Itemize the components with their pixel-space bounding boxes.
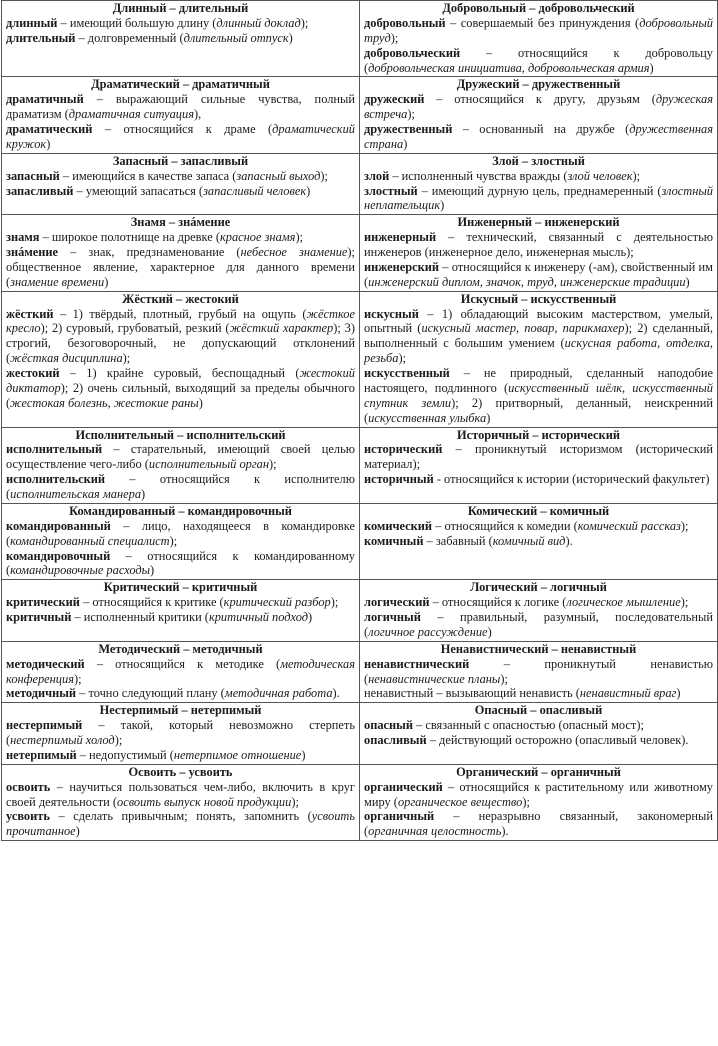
paronym-pair-cell-left	[2, 703, 360, 765]
paronym-pair-cell-left	[2, 153, 360, 215]
definition-text: – недопустимый (	[76, 747, 174, 762]
definition	[6, 472, 355, 502]
usage-example: добровольческая инициатива, добровольческая армия	[368, 60, 650, 75]
paronym-pair-title: Злой – злостный	[492, 153, 585, 168]
headword: методический	[6, 656, 85, 671]
usage-example: искусственный шёлк, искусственный спутник земли	[364, 380, 713, 410]
definition-tail: );	[632, 168, 641, 183]
headword: злостный	[364, 183, 418, 198]
definition-tail: );	[291, 794, 299, 809]
table-row	[2, 703, 718, 765]
definition-tail: )	[308, 610, 313, 624]
paronym-pair-cell-right	[360, 1, 718, 77]
definition	[6, 610, 355, 625]
usage-example: злой человек	[567, 168, 633, 183]
headword: инженерный	[364, 230, 437, 245]
definition-text: – правильный, разумный, последовательный (	[364, 610, 713, 639]
usage-example: жёсткая дисциплина	[10, 351, 123, 366]
paronym-pair-title: Знамя – знáмение	[130, 215, 231, 230]
definition-tail: ); 2) притворный, деланный, неискренний (	[364, 395, 713, 425]
definition	[364, 442, 713, 472]
usage-example: логическое мышление	[566, 595, 681, 610]
paronym-pair-title: Жёсткий – жестокий	[122, 291, 239, 306]
definition-text: – не природный, сделанный наподобие настоящего, подлинного (	[364, 366, 713, 395]
table-row	[2, 641, 718, 703]
headword: логический	[364, 595, 430, 610]
headword: искусный	[364, 306, 419, 321]
headword: длинный	[6, 15, 58, 30]
definition-text: – такой, который невозможно стерпеть (	[6, 718, 355, 747]
definition-text: – умеющий запасаться (	[73, 183, 204, 198]
usage-example: усвоить прочитанное	[6, 809, 355, 839]
headword: комический	[364, 518, 433, 533]
headword: критичный	[6, 610, 72, 624]
definition	[364, 718, 713, 733]
paronym-pair-title: Ненавистнический – ненавистный	[440, 641, 637, 656]
definition	[6, 519, 355, 549]
definition	[6, 718, 355, 748]
definition-text: – относящийся к растительному или животному миру (	[364, 779, 713, 809]
usage-example: методичная работа	[224, 686, 333, 701]
definition	[364, 595, 713, 610]
paronyms-table-body	[2, 1, 718, 841]
definition-tail: );	[122, 351, 131, 366]
usage-example: методическая конференция	[6, 656, 355, 686]
headword: знамя	[6, 230, 40, 245]
usage-example: ненавистный враг	[579, 686, 677, 701]
definition-tail: ); 2) сделанный, выполненный с большим умением (	[364, 321, 713, 351]
table-row	[2, 764, 718, 840]
paronym-pair-title: Длинный – длительный	[112, 1, 249, 15]
usage-example: знамение времени	[10, 274, 105, 289]
definition-text: – связанный с опасностью (опасный мост);	[412, 718, 644, 733]
definition-tail: )	[141, 487, 146, 501]
usage-example: дружеская встреча	[364, 92, 713, 122]
paronym-pair-title: Методический – методичный	[98, 641, 263, 656]
definition	[364, 230, 713, 260]
table-row	[2, 503, 718, 579]
definition-text: – 1) обладающий высоким мастерством, умелый, опытный (	[364, 306, 713, 336]
paronym-pair-title: Драматический – драматичный	[91, 77, 270, 92]
definition	[364, 809, 713, 839]
paronym-pair-title: Нестерпимый – нетерпимый	[99, 703, 262, 718]
definition-tail: );	[169, 533, 178, 548]
definition-tail: ); 2) очень сильный, выходящий за пределы обычного (	[6, 380, 355, 410]
definition	[364, 519, 713, 534]
usage-example: длинный доклад	[216, 15, 301, 30]
table-row	[2, 215, 718, 291]
usage-example: командировочные расходы	[10, 563, 151, 578]
headword: комичный	[364, 533, 424, 548]
definition-tail: )	[685, 274, 690, 289]
headword: командировочный	[6, 548, 111, 563]
definition	[364, 657, 713, 687]
table-row	[2, 427, 718, 503]
paronyms-table	[1, 0, 718, 841]
usage-example: запасный выход	[236, 168, 321, 183]
definition	[6, 366, 355, 411]
definition-tail: );	[114, 733, 123, 747]
definition-text: - относящийся к истории (исторический факультет)	[433, 472, 710, 487]
definition-text: – научиться пользоваться чем-либо, включить в круг своей деятельности (	[6, 779, 355, 809]
definition	[6, 549, 355, 579]
definition-tail: );	[407, 107, 415, 122]
definition-tail: );	[522, 794, 530, 809]
usage-example: дружественная страна	[364, 122, 713, 151]
paronym-pair-cell-left	[2, 764, 360, 840]
definition	[364, 92, 713, 122]
table-row	[2, 77, 718, 153]
headword: дружеский	[364, 92, 425, 107]
headword: длительный	[6, 30, 76, 45]
headword: дружественный	[364, 122, 453, 136]
definition-tail: )	[649, 60, 654, 75]
paronym-pair-cell-right	[360, 215, 718, 291]
definition	[364, 184, 713, 214]
paronym-pair-cell-left	[2, 641, 360, 703]
usage-example: длительный отпуск	[183, 30, 289, 45]
definition	[6, 442, 355, 472]
paronym-pair-cell-right	[360, 503, 718, 579]
definition-text: – сделать привычным; понять, запомнить (	[49, 809, 312, 824]
usage-example: жёсткое кресло	[6, 306, 355, 336]
paronym-pair-cell-right	[360, 291, 718, 427]
definition-tail: );	[320, 168, 328, 183]
definition	[364, 260, 713, 290]
definition-text: – технический, связанный с деятельностью инженеров (инженерное дело, инженерная мысль);	[364, 230, 713, 259]
usage-example: жестокая болезнь, жестокие раны	[10, 395, 199, 410]
definition-text: – совершаемый без принуждения (	[445, 15, 640, 30]
headword: историчный	[364, 472, 434, 487]
definition-tail: ); 2) суровый, грубоватый, резкий (	[40, 321, 230, 336]
paronym-pair-cell-left	[2, 503, 360, 579]
definition	[364, 366, 713, 426]
definition-tail: )	[75, 824, 80, 839]
paronym-pair-title: Дружеский – дружественный	[456, 77, 621, 92]
definition-text: – проникнутый ненавистью (	[364, 656, 713, 686]
usage-example: логичное рассуждение	[368, 624, 488, 639]
headword: искусственный	[364, 366, 450, 380]
definition-text: – исполненный критики (	[71, 610, 209, 624]
paronym-pair-title: Опасный – опасливый	[474, 703, 603, 718]
definition-text: – широкое полотнище на древке (	[39, 230, 220, 245]
paronym-pair-title: Командированный – командировочный	[69, 503, 292, 518]
paronym-pair-cell-left	[2, 580, 360, 642]
definition-text: – относящийся к командированному (	[6, 548, 355, 578]
definition	[6, 748, 355, 763]
headword: нетерпимый	[6, 747, 77, 762]
definition-text: – точно следующий плану (	[76, 686, 225, 701]
usage-example: жёсткий характер	[229, 321, 334, 336]
definition-tail: )	[150, 563, 155, 578]
definition-tail: );	[680, 595, 689, 610]
headword: командированный	[6, 518, 111, 533]
definition-text: – исполненный чувства вражды (	[389, 168, 568, 183]
usage-example: исполнительный орган	[148, 457, 270, 472]
definition-tail: ); общественное явление, характерное для данного времени (	[6, 245, 355, 289]
usage-example: нетерпимое отношение	[173, 747, 302, 762]
definition-text: – относящийся к логике (	[429, 595, 567, 610]
definition	[6, 809, 355, 839]
usage-example: органичная целостность	[368, 824, 502, 839]
definition-tail: );	[295, 230, 304, 245]
definition-text: – 1) твёрдый, плотный, грубый на ощупь (	[53, 306, 307, 321]
definition-tail: );	[330, 595, 339, 610]
table-row	[2, 1, 718, 77]
headword: инженерский	[364, 259, 440, 274]
definition	[364, 472, 713, 487]
definition	[6, 780, 355, 810]
definition-text: – имеющий дурную цель, преднамеренный (	[417, 183, 662, 198]
definition-tail: )	[403, 136, 408, 151]
usage-example: запасливый человек	[203, 183, 307, 198]
headword: запасливый	[6, 183, 74, 198]
definition-tail: );	[500, 671, 508, 686]
paronym-pair-cell-left	[2, 1, 360, 77]
paronym-pair-cell-right	[360, 77, 718, 153]
definition	[6, 184, 355, 199]
definition-text: – основанный на дружбе (	[452, 122, 630, 136]
definition-text: – выражающий сильные чувства, полный драматизм (	[6, 92, 355, 122]
definition	[364, 46, 713, 76]
usage-example: драматичная ситуация	[68, 107, 194, 122]
definition	[6, 230, 355, 245]
definition	[6, 245, 355, 290]
usage-example: исполнительская манера	[10, 487, 142, 501]
headword: критический	[6, 595, 80, 610]
definition-tail: )	[46, 136, 51, 151]
definition	[364, 307, 713, 367]
definition	[6, 686, 355, 701]
definition-tail: ).	[501, 824, 509, 839]
paronym-pair-cell-right	[360, 427, 718, 503]
definition-tail: )	[104, 274, 109, 289]
definition	[364, 610, 713, 640]
definition-text: ненавистный – вызывающий ненависть (	[364, 686, 580, 701]
headword: знáмение	[6, 245, 59, 259]
headword: нестерпимый	[6, 718, 83, 733]
paronym-pair-title: Критический – критичный	[103, 580, 258, 595]
definition	[6, 657, 355, 687]
definition-text: – относящийся к инженеру (-ам), свойственный им (	[364, 259, 713, 289]
usage-example: освоить выпуск новой продукции	[117, 794, 292, 809]
definition-text: – знак, предзнаменование (	[58, 245, 241, 259]
paronym-pair-title: Органический – органичный	[456, 764, 621, 779]
definition	[6, 169, 355, 184]
paronym-pair-title: Добровольный – добровольческий	[442, 1, 635, 15]
definition-tail: );	[269, 457, 277, 472]
definition-tail: ); 3) строгий, безоговорочный, не допускающий отклонений (	[6, 321, 355, 366]
headword: логичный	[364, 610, 421, 624]
headword: жёсткий	[6, 306, 54, 321]
headword: опасный	[364, 718, 413, 733]
definition-tail: )	[676, 686, 681, 701]
headword: добровольческий	[364, 45, 461, 60]
usage-example: жестокий диктатор	[6, 366, 355, 395]
usage-example: органическое вещество	[397, 794, 523, 809]
paronym-pair-cell-left	[2, 291, 360, 427]
usage-example: злостный неплательщик	[364, 183, 713, 213]
headword: освоить	[6, 779, 51, 794]
definition	[364, 733, 713, 748]
paronym-pair-title: Историчный – исторический	[457, 427, 620, 442]
definition	[6, 16, 355, 31]
paronym-pair-cell-right	[360, 580, 718, 642]
headword: злой	[364, 168, 390, 183]
definition-tail: );	[73, 671, 82, 686]
paronym-pair-title: Логический – логичный	[470, 580, 607, 595]
usage-example: нестерпимый холод	[10, 733, 115, 747]
definition	[6, 92, 355, 122]
definition-tail: )	[306, 183, 311, 198]
paronym-pair-cell-left	[2, 77, 360, 153]
headword: опасливый	[364, 733, 427, 747]
headword: исторический	[364, 442, 443, 457]
definition-text: – имеющий большую длину (	[57, 15, 217, 30]
definition-text: – долговременный (	[75, 30, 184, 45]
definition-text: – относящийся к драме (	[92, 122, 273, 136]
usage-example: искусственная улыбка	[368, 410, 487, 425]
headword: исполнительный	[6, 442, 103, 457]
paronym-pair-title: Исполнительный – исполнительский	[75, 427, 286, 442]
definition-text: – относящийся к критике (	[79, 595, 224, 610]
paronym-pair-title: Инженерный – инженерский	[457, 215, 620, 230]
usage-example: командированный специалист	[10, 533, 170, 548]
paronym-pair-cell-right	[360, 703, 718, 765]
definition-tail: );	[390, 30, 399, 45]
headword: драматический	[6, 122, 93, 136]
headword: жестокий	[6, 366, 60, 380]
usage-example: красное знамя	[219, 230, 296, 245]
usage-example: инженерский диплом, значок, труд, инженерские традиции	[368, 274, 686, 289]
usage-example: драматический кружок	[6, 122, 355, 151]
usage-example: добровольный труд	[364, 15, 713, 45]
definition	[364, 686, 713, 701]
definition	[6, 122, 355, 152]
definition-tail: ).	[565, 533, 573, 548]
headword: методичный	[6, 686, 77, 701]
definition-tail: ),	[193, 107, 202, 122]
paronym-pair-cell-left	[2, 427, 360, 503]
definition-tail: )	[288, 30, 293, 45]
paronym-pair-cell-right	[360, 641, 718, 703]
headword: добровольный	[364, 15, 446, 30]
usage-example: критический разбор	[223, 595, 331, 610]
headword: запасный	[6, 168, 60, 183]
paronym-pair-cell-right	[360, 764, 718, 840]
definition	[364, 169, 713, 184]
usage-example: искусный мастер, повар, парикмахер	[421, 321, 625, 336]
definition-tail: );	[398, 351, 407, 366]
headword: исполнительский	[6, 472, 106, 487]
definition	[6, 31, 355, 46]
usage-example: искусная работа, отделка, резьба	[364, 336, 713, 366]
usage-example: комичный вид	[492, 533, 566, 548]
paronym-pair-cell-right	[360, 153, 718, 215]
headword: органический	[364, 779, 443, 794]
definition	[364, 780, 713, 810]
headword: органичный	[364, 809, 435, 824]
definition-text: – забавный (	[423, 533, 493, 548]
definition	[6, 307, 355, 367]
definition-tail: )	[198, 395, 203, 410]
usage-example: критичный подход	[208, 610, 308, 624]
paronym-pair-cell-left	[2, 215, 360, 291]
definition-text: – относящийся к добровольцу (	[364, 45, 713, 75]
definition-tail: )	[301, 747, 306, 762]
paronym-pair-title: Освоить – усвоить	[128, 764, 233, 779]
paronym-pair-title: Запасный – запасливый	[112, 153, 249, 168]
definition-text: – действующий осторожно (опасливый человек).	[426, 733, 689, 747]
definition-text: – 1) крайне суровый, беспощадный (	[59, 366, 300, 380]
definition-text: – лицо, находящееся в командировке (	[6, 518, 355, 548]
paronym-pair-title: Комический – комичный	[467, 503, 610, 518]
definition-text: – старательный, имеющий своей целью осуществление чего-либо (	[6, 442, 355, 472]
usage-example: комический рассказ	[577, 518, 681, 533]
definition	[364, 534, 713, 549]
headword: ненавистнический	[364, 656, 470, 671]
definition-text: – относящийся к другу, друзьям (	[424, 92, 656, 107]
definition-tail: )	[487, 624, 492, 639]
headword: усвоить	[6, 809, 50, 824]
definition-tail: );	[680, 518, 689, 533]
definition	[6, 595, 355, 610]
paronym-pair-title: Искусный – искусственный	[460, 291, 617, 306]
definition-tail: )	[486, 410, 491, 425]
definition-text: – относящийся к методике (	[84, 656, 281, 671]
definition-text: – неразрывно связанный, закономерный (	[364, 809, 713, 839]
definition-text: – относящийся к комедии (	[432, 518, 578, 533]
definition-tail: )	[440, 198, 445, 213]
definition	[364, 122, 713, 152]
usage-example: ненавистнические планы	[368, 671, 501, 686]
definition-text: – относящийся к исполнителю (	[6, 472, 355, 501]
headword: драматичный	[6, 92, 84, 107]
definition-text: – имеющийся в качестве запаса (	[59, 168, 237, 183]
definition-text: – проникнутый историзмом (исторический материал);	[364, 442, 713, 472]
table-row	[2, 153, 718, 215]
definition-tail: ).	[332, 686, 340, 701]
definition-tail: );	[300, 15, 309, 30]
usage-example: небесное знамение	[240, 245, 348, 259]
table-row	[2, 291, 718, 427]
definition	[364, 16, 713, 46]
table-row	[2, 580, 718, 642]
